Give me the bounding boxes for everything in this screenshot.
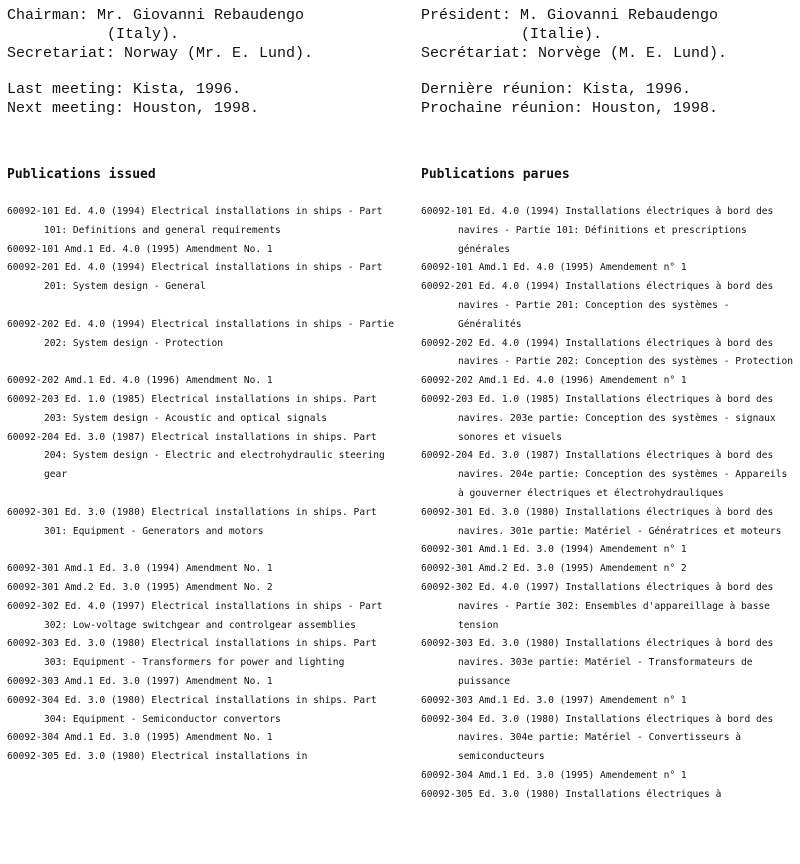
- publication-entry: 60092-305 Ed. 3.0 (1980) Electrical installations in: [7, 751, 308, 763]
- publication-entry: 60092-304 Amd.1 Ed. 3.0 (1995) Amendement n° 1: [421, 769, 687, 781]
- chairman-line: Président: M. Giovanni Rebaudengo: [421, 7, 719, 24]
- english-column: [7, 0, 402, 767]
- publication-entry: 60092-301 Amd.1 Ed. 3.0 (1994) Amendement n° 1: [421, 544, 687, 556]
- next-meeting-line: Prochaine réunion: Houston, 1998.: [421, 100, 719, 117]
- publication-entry: 60092-101 Ed. 4.0 (1994) Installations électriques à bord des navires - Partie 101: Définitions et prescriptions générales: [421, 206, 774, 255]
- publication-entry: 60092-301 Amd.2 Ed. 3.0 (1995) Amendment No. 2: [7, 581, 273, 593]
- publication-entry: 60092-301 Ed. 3.0 (1980) Electrical installations in ships. Part 301: Equipment - Generators and motors: [7, 506, 377, 537]
- publication-entry: 60092-304 Ed. 3.0 (1980) Installations électriques à bord des navires. 304e partie: Matériel - Convertisseurs à semiconducteurs: [421, 713, 774, 763]
- section-title: Publications parues: [421, 167, 570, 182]
- secretariat-line: Secrétariat: Norvège (M. E. Lund).: [421, 45, 728, 62]
- publication-entry: 60092-202 Amd.1 Ed. 4.0 (1996) Amendement n° 1: [421, 375, 687, 387]
- publication-entry: 60092-203 Ed. 1.0 (1985) Installations électriques à bord des navires. 203e partie: Conception des systèmes - signaux sonores et visuels: [421, 393, 776, 443]
- publication-entry: 60092-204 Ed. 3.0 (1987) Installations électriques à bord des navires. 204e partie: Conception des systèmes - Appareils à gouverner électriques et électrohydrauliques: [421, 450, 788, 499]
- publication-entry: 60092-301 Ed. 3.0 (1980) Installations électriques à bord des navires. 301e partie: Matériel - Génératrices et moteurs: [421, 506, 782, 537]
- french-column: [421, 0, 796, 805]
- publication-entry: 60092-303 Ed. 3.0 (1980) Electrical installations in ships. Part 303: Equipment - Transformers for power and lighting: [7, 638, 377, 669]
- publication-entry: 60092-303 Amd.1 Ed. 3.0 (1997) Amendment No. 1: [7, 675, 273, 687]
- publication-entry: 60092-101 Amd.1 Ed. 4.0 (1995) Amendement n° 1: [421, 262, 687, 274]
- chairman-line: Chairman: Mr. Giovanni Rebaudengo: [7, 7, 305, 24]
- publication-list: [421, 203, 796, 805]
- publication-entry: 60092-202 Ed. 4.0 (1994) Electrical installations in ships - Partie 202: System design - Protection: [7, 318, 394, 349]
- publication-entry: 60092-101 Amd.1 Ed. 4.0 (1995) Amendment No. 1: [7, 243, 273, 255]
- publication-entry: 60092-203 Ed. 1.0 (1985) Electrical installations in ships. Part 203: System design - Acoustic and optical signals: [7, 393, 377, 424]
- publication-entry: 60092-202 Ed. 4.0 (1994) Installations électriques à bord des navires - Partie 202: Conception des systèmes - Protection: [421, 337, 794, 368]
- publication-entry: 60092-204 Ed. 3.0 (1987) Electrical installations in ships. Part 204: System design - Electric and electrohydraulic steering gear: [7, 431, 385, 481]
- last-meeting-line: Dernière réunion: Kista, 1996.: [421, 81, 692, 98]
- publication-entry: 60092-302 Ed. 4.0 (1997) Installations électriques à bord des navires - Partie 302: Ensembles d'appareillage à basse tension: [421, 581, 774, 631]
- publication-entry: 60092-303 Amd.1 Ed. 3.0 (1997) Amendement n° 1: [421, 694, 687, 706]
- publication-entry: 60092-305 Ed. 3.0 (1980) Installations électriques à: [421, 788, 722, 800]
- next-meeting-line: Next meeting: Houston, 1998.: [7, 100, 260, 117]
- publication-entry: 60092-301 Amd.2 Ed. 3.0 (1995) Amendement n° 2: [421, 563, 687, 575]
- publication-entry: 60092-304 Amd.1 Ed. 3.0 (1995) Amendment No. 1: [7, 732, 273, 744]
- publication-entry: 60092-202 Amd.1 Ed. 4.0 (1996) Amendment No. 1: [7, 375, 273, 387]
- chairman-country: (Italy).: [107, 26, 180, 43]
- publication-entry: 60092-201 Ed. 4.0 (1994) Installations électriques à bord des navires - Partie 201: Conception des systèmes - Généralités: [421, 281, 774, 330]
- publication-entry: 60092-302 Ed. 4.0 (1997) Electrical installations in ships - Part 302: Low-voltage switchgear and controlgear assemblies: [7, 600, 383, 631]
- chairman-country: (Italie).: [521, 26, 603, 43]
- publication-entry: 60092-303 Ed. 3.0 (1980) Installations électriques à bord des navires. 303e partie: Matériel - Transformateurs de puissance: [421, 638, 774, 687]
- publication-entry: 60092-201 Ed. 4.0 (1994) Electrical installations in ships - Part 201: System design - General: [7, 262, 383, 293]
- publication-entry: 60092-301 Amd.1 Ed. 3.0 (1994) Amendment No. 1: [7, 563, 273, 575]
- publication-entry: 60092-304 Ed. 3.0 (1980) Electrical installations in ships. Part 304: Equipment - Semiconductor convertors: [7, 694, 377, 725]
- section-title: Publications issued: [7, 167, 156, 182]
- publication-entry: 60092-101 Ed. 4.0 (1994) Electrical installations in ships - Part 101: Definitions and general requirements: [7, 206, 383, 236]
- secretariat-line: Secretariat: Norway (Mr. E. Lund).: [7, 45, 314, 62]
- last-meeting-line: Last meeting: Kista, 1996.: [7, 81, 242, 98]
- publication-list: [7, 203, 402, 767]
